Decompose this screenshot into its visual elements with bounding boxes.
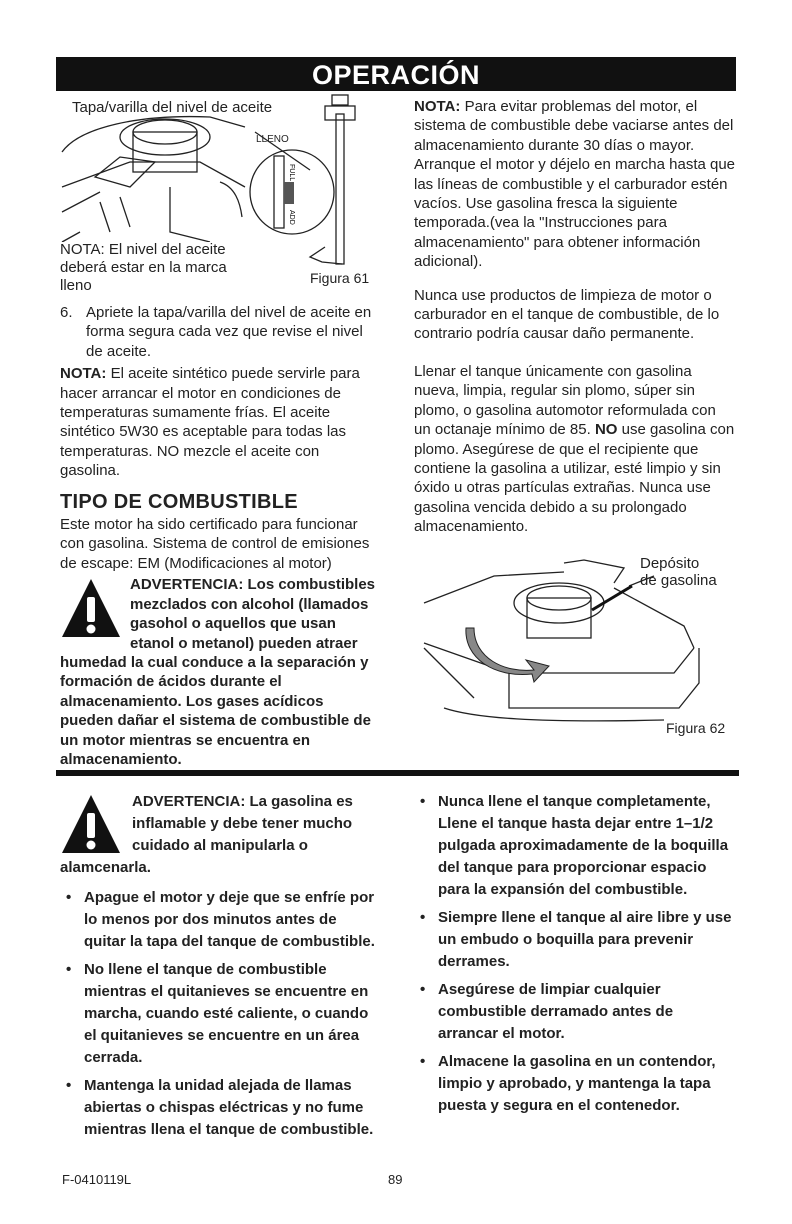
alcohol-warning-text: ADVERTENCIA: Los combustibles mezclados con alcohol (llamados gasohol o aquellos que usan etanol o metanol) pueden atraer humedad la cual conduce a la separación y formación de ácidos durante el almacenamiento. Los gases acídicos pueden dañar el sistema de combustible de un motor mientras se encuentra en almacenamiento. [60,576,376,768]
right-note-text: Para evitar problemas del motor, el sistema de combustible debe vaciarse antes del almacenamiento durante 30 días o mayor. Arranque el motor y déjelo en marcha hasta que las líneas de combustible y el carburador estén vacíos. Use gasolina fresca la siguiente temporada.(vea la "Instrucciones para almacenamiento" para obtener información adicional). [414,98,736,271]
right-column [414,97,736,537]
list-item: • No llene el tanque de combustible mientras el quitanieves se encuentre en marcha, cuando esté caliente, o cuando el quitanieves se encuentre en un área cerrada. [60,959,380,1069]
figure61-note-line3: lleno [60,277,92,294]
dipstick-add-mark: ADD [288,210,295,225]
synthetic-oil-note [60,364,378,480]
section-banner: OPERACIÓN [56,57,736,91]
fuel-tank-label-line1: Depósito [640,555,700,572]
figure61-note-line2: deberá estar en la marca [60,259,227,276]
list-item: • Apague el motor y deje que se enfríe por lo menos por dos minutos antes de quitar la tapa del tanque de combustible. [60,887,380,953]
lleno-label: LLENO [256,134,289,145]
lower-right-column [414,791,736,1117]
alcohol-fuel-warning [60,575,378,769]
fuel-type-text: Este motor ha sido certificado para funcionar con gasolina. Sistema de control de emisiones de escape: EM (Modificaciones al motor) [60,516,370,572]
note-text: El aceite sintético puede servirle para hacer arrancar el motor en condiciones de temperaturas sumamente frías. El aceite sintético 5W30 es aceptable para todas las temperaturas. NO mezcle el aceite con gasolina. [60,365,360,480]
lower-left-column [60,791,380,1141]
gasoline-requirements-paragraph [414,362,736,537]
section-divider [56,770,739,776]
figure-62 [414,548,736,738]
gasoline-no: NO [594,421,618,439]
dipstick-full-mark: FULL [288,164,295,182]
warning-triangle-icon [60,577,122,639]
note-label: NOTA: [60,365,107,383]
list-item: • Siempre llene el tanque al aire libre y use un embudo o boquilla para prevenir derrames. [414,907,736,973]
list-item: • Mantenga la unidad alejada de llamas abiertas o chispas eléctricas y no fume mientras llena el tanque de combustible. [60,1075,380,1141]
gasoline-text-a: Llenar el tanque únicamente con gasolina nueva, limpia, regular sin plomo, súper sin plomo, o gasolina automotor reformulada con un octanaje mínimo de 85. [414,362,716,439]
list-item: • Nunca llene el tanque completamente, Llene el tanque hasta dejar entre 1–1/2 pulgada aproximadamente de la boquilla del tanque para proporcionar espacio para la expansión del combustible. [414,791,736,901]
figure61-caption: Figura 61 [310,270,370,286]
right-note-label: NOTA: [414,98,461,115]
warning-triangle-icon [60,793,122,855]
step-6-text: Apriete la tapa/varilla del nivel de aceite en forma segura cada vez que revise el nivel de aceite. [86,304,372,360]
step-6 [60,303,378,361]
flammable-warning-text: ADVERTENCIA: La gasolina es inflamable y debe tener mucho cuidado al manipularla o alamcenarla. [60,793,353,876]
list-item: • Asegúrese de limpiar cualquier combustible derramado antes de arrancar el motor. [414,979,736,1045]
figure-61 [60,92,390,292]
figure61-note-line1: NOTA: El nivel del aceite [60,241,226,258]
document-code: F-0410119L [62,1172,132,1187]
flammable-warning [60,791,380,879]
step-6-number: 6. [60,304,73,321]
figure62-caption: Figura 62 [666,720,726,736]
list-item: • Almacene la gasolina en un contendor, limpio y aprobado, y mantenga la tapa puesta y segura en el contenedor. [414,1051,736,1117]
left-column [60,303,378,769]
fuel-type-heading: TIPO DE COMBUSTIBLE [60,490,298,513]
gasoline-text-b: use gasolina con plomo. Asegúrese de que el recipiente que contiene la gasolina a utilizar, esté limpio y sin óxido u otras partículas extrañas. Nunca use gasolina vencida debido a su prolongado almacenamiento. [414,421,735,536]
fuel-tank-label-line2: de gasolina [640,572,717,589]
oil-cap-label: Tapa/varilla del nivel de aceite [72,99,273,116]
cleaning-products-paragraph: Nunca use productos de limpieza de motor o carburador en el tanque de combustible, de lo contrario podría causar daño permanente. [414,286,720,343]
page-number: 89 [388,1172,403,1187]
storage-note [414,97,736,272]
